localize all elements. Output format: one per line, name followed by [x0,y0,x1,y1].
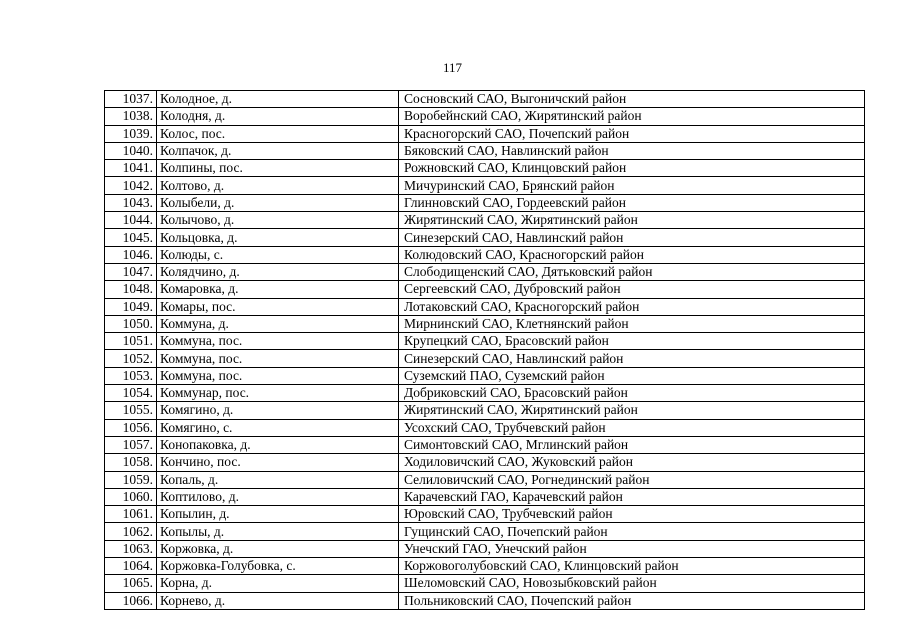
settlements-table-container [104,90,865,610]
row-number-cell: 1040. [105,142,157,159]
administration-cell: Селиловичский САО, Рогнединский район [399,471,865,488]
administration-cell: Жирятинский САО, Жирятинский район [399,402,865,419]
administration-cell: Симонтовский САО, Мглинский район [399,436,865,453]
row-number-cell: 1045. [105,229,157,246]
row-number-cell: 1046. [105,246,157,263]
administration-cell: Сосновский САО, Выгоничский район [399,91,865,108]
administration-cell: Бяковский САО, Навлинский район [399,142,865,159]
administration-cell: Польниковский САО, Почепский район [399,592,865,609]
table-row [105,298,865,315]
row-number-cell: 1058. [105,454,157,471]
table-row [105,142,865,159]
row-number-cell: 1047. [105,263,157,280]
row-number-cell: 1049. [105,298,157,315]
row-number-cell: 1042. [105,177,157,194]
administration-cell: Коржовоголубовский САО, Клинцовский район [399,558,865,575]
administration-cell: Карачевский ГАО, Карачевский район [399,488,865,505]
administration-cell: Глинновский САО, Гордеевский район [399,194,865,211]
row-number-cell: 1066. [105,592,157,609]
administration-cell: Колюдовский САО, Красногорский район [399,246,865,263]
settlement-name-cell: Комаровка, д. [157,281,399,298]
row-number-cell: 1048. [105,281,157,298]
administration-cell: Добриковский САО, Брасовский район [399,385,865,402]
settlement-name-cell: Колычово, д. [157,212,399,229]
row-number-cell: 1043. [105,194,157,211]
table-row [105,212,865,229]
settlements-table-body [105,91,865,610]
row-number-cell: 1057. [105,436,157,453]
settlement-name-cell: Коммуна, пос. [157,367,399,384]
table-row [105,419,865,436]
administration-cell: Мичуринский САО, Брянский район [399,177,865,194]
administration-cell: Красногорский САО, Почепский район [399,125,865,142]
row-number-cell: 1039. [105,125,157,142]
settlement-name-cell: Комягино, с. [157,419,399,436]
row-number-cell: 1060. [105,488,157,505]
table-row [105,229,865,246]
row-number-cell: 1038. [105,108,157,125]
row-number-cell: 1056. [105,419,157,436]
table-row [105,592,865,609]
administration-cell: Слободищенский САО, Дятьковский район [399,263,865,280]
settlement-name-cell: Колюды, с. [157,246,399,263]
row-number-cell: 1050. [105,315,157,332]
table-row [105,194,865,211]
settlement-name-cell: Конопаковка, д. [157,436,399,453]
administration-cell: Юровский САО, Трубчевский район [399,506,865,523]
settlement-name-cell: Кольцовка, д. [157,229,399,246]
table-row [105,454,865,471]
administration-cell: Унечский ГАО, Унечский район [399,540,865,557]
administration-cell: Синезерский САО, Навлинский район [399,229,865,246]
administration-cell: Синезерский САО, Навлинский район [399,350,865,367]
table-row [105,488,865,505]
settlement-name-cell: Кончино, пос. [157,454,399,471]
settlement-name-cell: Корна, д. [157,575,399,592]
row-number-cell: 1064. [105,558,157,575]
administration-cell: Ходиловичский САО, Жуковский район [399,454,865,471]
settlement-name-cell: Колядчино, д. [157,263,399,280]
table-row [105,91,865,108]
table-row [105,108,865,125]
administration-cell: Лотаковский САО, Красногорский район [399,298,865,315]
administration-cell: Воробейнский САО, Жирятинский район [399,108,865,125]
row-number-cell: 1041. [105,160,157,177]
administration-cell: Крупецкий САО, Брасовский район [399,333,865,350]
table-row [105,367,865,384]
table-row [105,506,865,523]
table-row [105,471,865,488]
row-number-cell: 1065. [105,575,157,592]
table-row [105,575,865,592]
row-number-cell: 1052. [105,350,157,367]
administration-cell: Сергеевский САО, Дубровский район [399,281,865,298]
table-row [105,246,865,263]
administration-cell: Гущинский САО, Почепский район [399,523,865,540]
table-row [105,402,865,419]
table-row [105,263,865,280]
settlement-name-cell: Колыбели, д. [157,194,399,211]
row-number-cell: 1054. [105,385,157,402]
settlement-name-cell: Колодное, д. [157,91,399,108]
row-number-cell: 1044. [105,212,157,229]
table-row [105,160,865,177]
settlement-name-cell: Коптилово, д. [157,488,399,505]
settlement-name-cell: Коммуна, пос. [157,333,399,350]
table-row [105,315,865,332]
page-number: 117 [442,60,463,75]
settlement-name-cell: Колпины, пос. [157,160,399,177]
row-number-cell: 1051. [105,333,157,350]
table-row [105,540,865,557]
settlement-name-cell: Копылин, д. [157,506,399,523]
row-number-cell: 1061. [105,506,157,523]
row-number-cell: 1063. [105,540,157,557]
administration-cell: Усохский САО, Трубчевский район [399,419,865,436]
settlement-name-cell: Колодня, д. [157,108,399,125]
row-number-cell: 1062. [105,523,157,540]
table-row [105,333,865,350]
settlement-name-cell: Коммуна, пос. [157,350,399,367]
row-number-cell: 1053. [105,367,157,384]
settlement-name-cell: Коржовка-Голубовка, с. [157,558,399,575]
table-row [105,281,865,298]
table-row [105,177,865,194]
settlement-name-cell: Копылы, д. [157,523,399,540]
administration-cell: Мирнинский САО, Клетнянский район [399,315,865,332]
table-row [105,523,865,540]
table-row [105,385,865,402]
settlement-name-cell: Колос, пос. [157,125,399,142]
row-number-cell: 1055. [105,402,157,419]
settlement-name-cell: Комягино, д. [157,402,399,419]
table-row [105,558,865,575]
settlement-name-cell: Корнево, д. [157,592,399,609]
settlement-name-cell: Коржовка, д. [157,540,399,557]
row-number-cell: 1059. [105,471,157,488]
row-number-cell: 1037. [105,91,157,108]
settlement-name-cell: Колпачок, д. [157,142,399,159]
settlement-name-cell: Копаль, д. [157,471,399,488]
settlement-name-cell: Колтово, д. [157,177,399,194]
settlement-name-cell: Комары, пос. [157,298,399,315]
administration-cell: Суземский ПАО, Суземский район [399,367,865,384]
table-row [105,350,865,367]
settlements-table [104,90,865,610]
table-row [105,436,865,453]
table-row [105,125,865,142]
settlement-name-cell: Коммуна, д. [157,315,399,332]
administration-cell: Шеломовский САО, Новозыбковский район [399,575,865,592]
administration-cell: Рожновский САО, Клинцовский район [399,160,865,177]
administration-cell: Жирятинский САО, Жирятинский район [399,212,865,229]
settlement-name-cell: Коммунар, пос. [157,385,399,402]
